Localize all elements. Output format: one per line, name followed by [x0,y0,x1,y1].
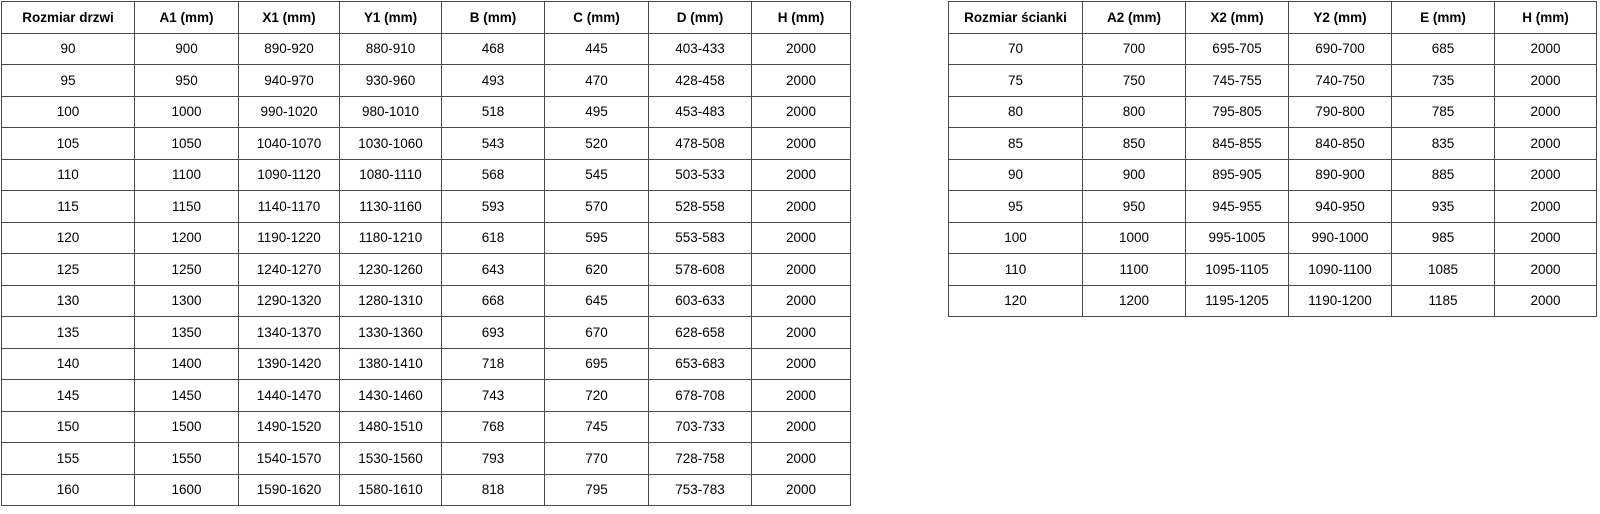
table-cell: 1400 [135,348,239,380]
table-cell: 603-633 [649,285,752,317]
table-row [949,128,1597,160]
table-cell: 2000 [752,33,851,65]
table-cell: 990-1000 [1289,222,1392,254]
table-cell: 1100 [1083,254,1186,286]
table-cell: 695 [545,348,649,380]
table-cell: 1085 [1392,254,1495,286]
table-cell: 2000 [1495,128,1597,160]
table-cell: 90 [949,159,1083,191]
table-cell: 75 [949,65,1083,97]
table-cell: 1090-1100 [1289,254,1392,286]
table-cell: 930-960 [340,65,442,97]
table-cell: 720 [545,380,649,412]
table-cell: 2000 [1495,222,1597,254]
table-cell: 568 [442,159,545,191]
column-header: X1 (mm) [239,2,340,34]
table-cell: 1330-1360 [340,317,442,349]
table-row [2,65,851,97]
table-cell: 155 [2,443,135,475]
table-cell: 1030-1060 [340,128,442,160]
door-size-table [1,1,851,506]
table-cell: 795-805 [1186,96,1289,128]
table-cell: 1190-1220 [239,222,340,254]
table-cell: 643 [442,254,545,286]
table-cell: 743 [442,380,545,412]
column-header: H (mm) [1495,2,1597,34]
table-cell: 835 [1392,128,1495,160]
column-header: Y2 (mm) [1289,2,1392,34]
table-row [2,317,851,349]
table-cell: 940-950 [1289,191,1392,223]
table-cell: 1600 [135,474,239,506]
table-cell: 690-700 [1289,33,1392,65]
table-cell: 495 [545,96,649,128]
table-cell: 1530-1560 [340,443,442,475]
table-cell: 528-558 [649,191,752,223]
column-header: E (mm) [1392,2,1495,34]
table-cell: 145 [2,380,135,412]
door-table-header-row [2,2,851,34]
table-cell: 735 [1392,65,1495,97]
table-cell: 750 [1083,65,1186,97]
table-cell: 595 [545,222,649,254]
table-cell: 990-1020 [239,96,340,128]
table-cell: 95 [949,191,1083,223]
table-cell: 2000 [752,317,851,349]
column-header: A2 (mm) [1083,2,1186,34]
table-cell: 553-583 [649,222,752,254]
table-cell: 100 [949,222,1083,254]
table-cell: 850 [1083,128,1186,160]
table-cell: 105 [2,128,135,160]
table-cell: 2000 [752,348,851,380]
table-cell: 2000 [1495,33,1597,65]
table-cell: 140 [2,348,135,380]
table-cell: 935 [1392,191,1495,223]
table-row [949,254,1597,286]
table-cell: 2000 [752,443,851,475]
table-row [2,33,851,65]
table-cell: 125 [2,254,135,286]
table-row [2,222,851,254]
table-cell: 2000 [752,159,851,191]
table-cell: 2000 [752,96,851,128]
table-cell: 493 [442,65,545,97]
table-cell: 80 [949,96,1083,128]
table-cell: 543 [442,128,545,160]
column-header: Rozmiar ścianki [949,2,1083,34]
table-cell: 890-920 [239,33,340,65]
table-row [2,380,851,412]
table-cell: 653-683 [649,348,752,380]
table-cell: 570 [545,191,649,223]
table-cell: 1350 [135,317,239,349]
table-cell: 2000 [1495,254,1597,286]
table-cell: 768 [442,411,545,443]
table-cell: 703-733 [649,411,752,443]
table-cell: 503-533 [649,159,752,191]
table-cell: 980-1010 [340,96,442,128]
table-cell: 478-508 [649,128,752,160]
table-cell: 1340-1370 [239,317,340,349]
column-header: X2 (mm) [1186,2,1289,34]
table-cell: 1200 [1083,285,1186,317]
table-cell: 453-483 [649,96,752,128]
table-cell: 1040-1070 [239,128,340,160]
table-cell: 678-708 [649,380,752,412]
table-cell: 1000 [135,96,239,128]
table-cell: 793 [442,443,545,475]
table-cell: 1380-1410 [340,348,442,380]
table-cell: 770 [545,443,649,475]
table-row [2,474,851,506]
table-cell: 2000 [1495,285,1597,317]
table-cell: 1480-1510 [340,411,442,443]
table-cell: 135 [2,317,135,349]
table-cell: 1500 [135,411,239,443]
table-row [2,254,851,286]
table-cell: 445 [545,33,649,65]
table-cell: 895-905 [1186,159,1289,191]
table-cell: 1195-1205 [1186,285,1289,317]
table-cell: 950 [1083,191,1186,223]
table-row [2,96,851,128]
table-cell: 1140-1170 [239,191,340,223]
table-cell: 115 [2,191,135,223]
table-cell: 1100 [135,159,239,191]
table-cell: 160 [2,474,135,506]
column-header: A1 (mm) [135,2,239,34]
column-header: C (mm) [545,2,649,34]
table-cell: 728-758 [649,443,752,475]
table-cell: 995-1005 [1186,222,1289,254]
table-row [2,128,851,160]
wall-table-header-row [949,2,1597,34]
table-cell: 670 [545,317,649,349]
table-cell: 740-750 [1289,65,1392,97]
wall-size-table [948,1,1597,317]
table-cell: 1580-1610 [340,474,442,506]
table-cell: 120 [949,285,1083,317]
table-cell: 2000 [1495,65,1597,97]
column-header: B (mm) [442,2,545,34]
table-cell: 1240-1270 [239,254,340,286]
table-cell: 880-910 [340,33,442,65]
table-cell: 945-955 [1186,191,1289,223]
table-cell: 1290-1320 [239,285,340,317]
table-cell: 620 [545,254,649,286]
column-header: D (mm) [649,2,752,34]
table-cell: 1300 [135,285,239,317]
table-cell: 578-608 [649,254,752,286]
table-cell: 428-458 [649,65,752,97]
table-cell: 1180-1210 [340,222,442,254]
table-row [2,443,851,475]
table-cell: 403-433 [649,33,752,65]
table-cell: 785 [1392,96,1495,128]
table-cell: 1440-1470 [239,380,340,412]
table-row [949,222,1597,254]
table-cell: 2000 [1495,96,1597,128]
table-cell: 470 [545,65,649,97]
table-cell: 1390-1420 [239,348,340,380]
table-cell: 1050 [135,128,239,160]
table-cell: 2000 [752,285,851,317]
table-cell: 685 [1392,33,1495,65]
table-cell: 885 [1392,159,1495,191]
table-cell: 1490-1520 [239,411,340,443]
table-row [949,33,1597,65]
table-cell: 700 [1083,33,1186,65]
table-cell: 1150 [135,191,239,223]
table-cell: 120 [2,222,135,254]
table-cell: 85 [949,128,1083,160]
table-cell: 2000 [752,65,851,97]
table-cell: 985 [1392,222,1495,254]
table-cell: 1250 [135,254,239,286]
table-cell: 840-850 [1289,128,1392,160]
column-header: H (mm) [752,2,851,34]
table-cell: 90 [2,33,135,65]
table-cell: 795 [545,474,649,506]
table-cell: 100 [2,96,135,128]
table-cell: 130 [2,285,135,317]
table-cell: 1200 [135,222,239,254]
table-row [2,348,851,380]
table-cell: 468 [442,33,545,65]
table-cell: 1540-1570 [239,443,340,475]
table-cell: 845-855 [1186,128,1289,160]
table-cell: 1090-1120 [239,159,340,191]
column-header: Y1 (mm) [340,2,442,34]
table-cell: 110 [949,254,1083,286]
table-row [2,159,851,191]
table-cell: 1450 [135,380,239,412]
column-header: Rozmiar drzwi [2,2,135,34]
table-cell: 2000 [752,380,851,412]
table-cell: 900 [135,33,239,65]
table-cell: 745 [545,411,649,443]
table-cell: 800 [1083,96,1186,128]
table-cell: 2000 [1495,159,1597,191]
table-cell: 900 [1083,159,1186,191]
table-row [2,191,851,223]
table-cell: 1430-1460 [340,380,442,412]
table-row [949,96,1597,128]
table-cell: 940-970 [239,65,340,97]
table-row [949,65,1597,97]
table-cell: 1550 [135,443,239,475]
table-cell: 753-783 [649,474,752,506]
table-cell: 668 [442,285,545,317]
table-cell: 2000 [752,474,851,506]
table-cell: 1185 [1392,285,1495,317]
table-cell: 618 [442,222,545,254]
table-cell: 1130-1160 [340,191,442,223]
table-cell: 1590-1620 [239,474,340,506]
table-cell: 645 [545,285,649,317]
table-cell: 520 [545,128,649,160]
table-cell: 818 [442,474,545,506]
table-cell: 950 [135,65,239,97]
table-cell: 2000 [752,411,851,443]
table-cell: 1080-1110 [340,159,442,191]
table-cell: 790-800 [1289,96,1392,128]
table-cell: 95 [2,65,135,97]
table-cell: 1095-1105 [1186,254,1289,286]
table-cell: 890-900 [1289,159,1392,191]
table-cell: 718 [442,348,545,380]
table-cell: 693 [442,317,545,349]
table-cell: 2000 [752,254,851,286]
table-cell: 2000 [752,191,851,223]
table-cell: 1000 [1083,222,1186,254]
table-cell: 1280-1310 [340,285,442,317]
table-cell: 545 [545,159,649,191]
table-cell: 2000 [752,222,851,254]
table-cell: 110 [2,159,135,191]
table-cell: 150 [2,411,135,443]
table-cell: 518 [442,96,545,128]
table-cell: 593 [442,191,545,223]
table-cell: 628-658 [649,317,752,349]
table-row [2,411,851,443]
table-cell: 2000 [752,128,851,160]
table-cell: 695-705 [1186,33,1289,65]
table-row [949,285,1597,317]
table-cell: 1190-1200 [1289,285,1392,317]
table-cell: 70 [949,33,1083,65]
table-row [2,285,851,317]
table-row [949,191,1597,223]
table-cell: 2000 [1495,191,1597,223]
table-cell: 745-755 [1186,65,1289,97]
table-row [949,159,1597,191]
table-cell: 1230-1260 [340,254,442,286]
